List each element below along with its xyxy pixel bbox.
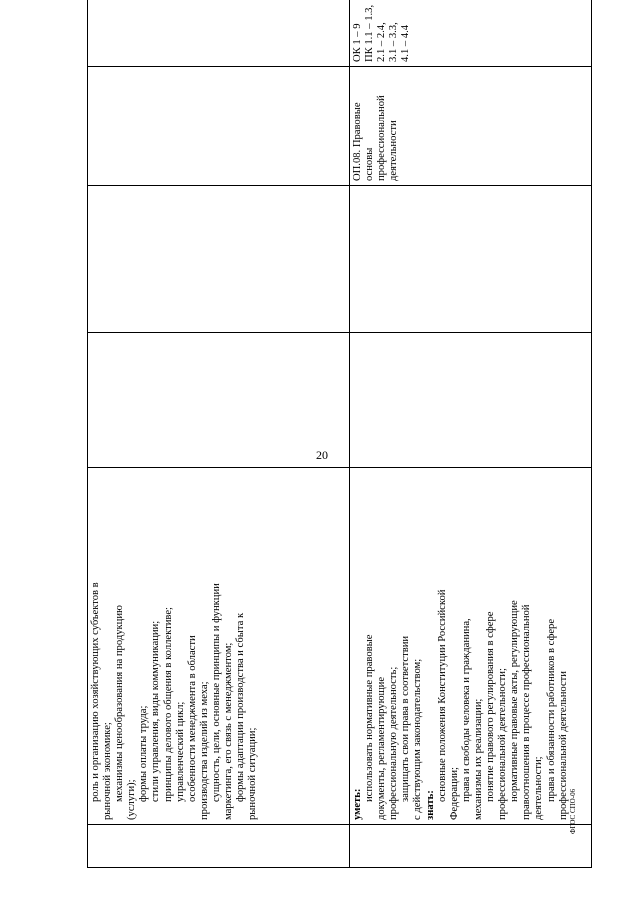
footer-code: ФГОС СПО-06 [569,788,577,834]
text-line: рыночной экономике; [102,722,114,820]
table-cell-discipline [350,67,592,186]
text-line: профессиональной деятельности [557,671,569,820]
text-line: правоотношения в процессе профессиональной [521,604,533,820]
table-cell-hours [350,186,592,333]
text-line: рыночной ситуации; [247,727,259,820]
text-line: основные положения Конституции Российской [436,589,448,802]
text-line: 4.1 – 4.4 [400,24,412,62]
text-line: роль и организацию хозяйствующих субъектов в [90,582,101,802]
text-line: права и обязанности работников в сфере [545,618,557,802]
text-line: маркетинга, его связь с менеджментом; [223,642,235,820]
text-line: ОК 1 – 9 [352,23,363,62]
table-cell-content [350,468,592,825]
text-line: ПК 1.1 – 1.3, [364,4,376,62]
text-line: нормативные правовые акты, регулирующие [509,600,521,802]
text-line: деятельности [388,120,400,181]
text-line: 3.1 – 3.3, [388,22,400,62]
text-line: деятельности; [533,756,545,820]
text-line: ОП.08. Правовые [352,102,363,181]
text-line: принципы делового общения в коллективе; [162,607,174,802]
text-line: профессиональную деятельность; [388,666,400,820]
text-line: защищать свои права в соответствии [400,635,412,802]
table-cell-index [350,825,592,868]
text-line: понятие правового регулирования в сфере [485,611,497,802]
text-line: производства изделий из меха; [198,681,210,820]
table-cell-hours [350,333,592,468]
table-cell-competencies [350,0,592,67]
text-line: основы [364,147,376,181]
text-line: механизмы их реализации; [472,698,484,820]
text-line: права и свободы человека и гражданина, [460,618,472,802]
text-line: использовать нормативные правовые [364,634,376,802]
text-line: с действующим законодательством; [412,658,424,820]
table-row [88,0,350,868]
table-cell-hours [88,333,350,468]
text-line: документы, регламентирующие [376,676,388,820]
text-line: профессиональной [376,95,388,181]
table-cell-competencies [88,0,350,67]
table-cell-discipline [88,67,350,186]
table-cell-content [88,468,350,825]
table-cell-hours [88,186,350,333]
table-row [350,0,592,868]
text-line: 2.1 – 2.4, [376,22,388,62]
text-line: знать: [424,790,436,820]
curriculum-table [87,4,592,868]
table-cell-index [88,825,350,868]
text-line: Федерации; [448,767,460,820]
text-line: сущность, цели, основные принципы и функции [210,583,222,802]
text-line: уметь: [352,788,363,820]
text-line: формы оплаты труда; [138,705,150,802]
text-line: профессиональной деятельности; [497,668,509,820]
text-line: механизмы ценообразования на продукцию [114,605,126,802]
text-line: (услуги); [126,779,138,820]
text-line: управленческий цикл; [174,701,186,802]
page-number: 20 [316,448,328,462]
text-line: стили управления, виды коммуникации; [150,620,162,802]
text-line: особенности менеджмента в области [186,635,198,802]
text-line: формы адаптации производства и сбыта к [235,612,247,802]
